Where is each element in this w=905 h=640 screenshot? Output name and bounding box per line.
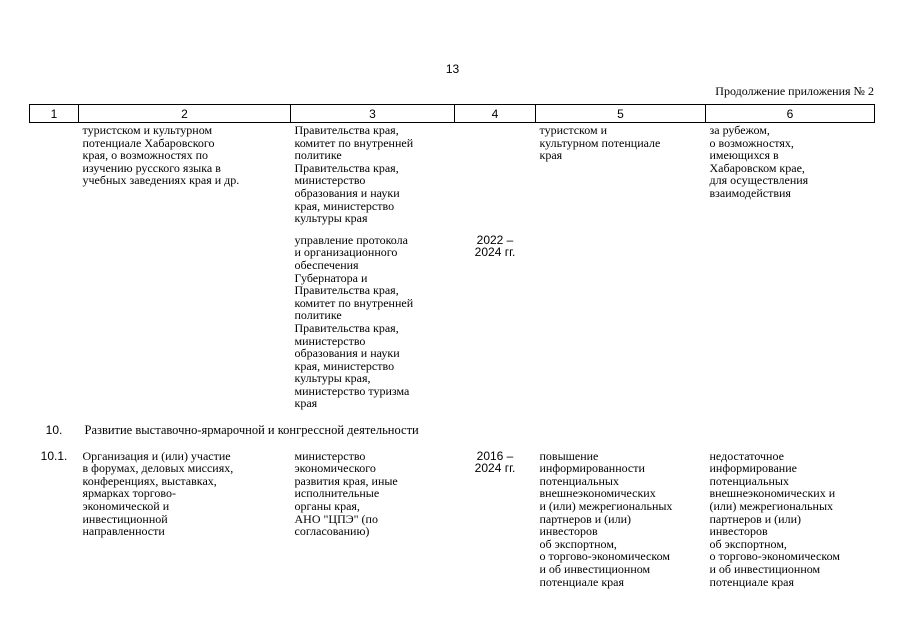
page-number: 13	[445, 62, 460, 76]
section-row	[30, 410, 875, 437]
table-row	[30, 123, 875, 225]
column-number-5: 5	[536, 105, 706, 123]
appendix-table	[29, 104, 875, 588]
row-number	[30, 225, 79, 410]
column-number-3: 3	[291, 105, 455, 123]
measure-cell: Организация и (или) участие в форумах, деловых миссиях, конференциях, выставках, ярмарках торгово- экономической и инвестиционной направленности	[82, 448, 234, 539]
table-row	[30, 225, 875, 410]
column-number-2: 2	[79, 105, 291, 123]
result-cell: повышение информированности потенциальных внешнеэкономических и (или) межрегиональных партнеров и (или) инвесторов об экспортном, о торгово-экономическом и об инвестиционном потенциале края	[539, 448, 673, 589]
risks-cell: за рубежом, о возможностях, имеющихся в Хабаровском крае, для осуществления взаимодействия	[709, 123, 809, 200]
period-cell	[455, 123, 536, 225]
executors-cell: управление протокола и организационного обеспечения Губернатора и Правительства края, комитет по внутренней политике Правительства края, министерство образования и науки края, министерство культуры края, министерство туризма края	[294, 232, 414, 411]
appendix-continuation-note: Продолжение приложения № 2	[715, 84, 874, 98]
executors-cell: министерство экономического развития края, иные исполнительные органы края, АНО "ЦПЭ" (по согласованию)	[294, 448, 398, 539]
item-number: 10.1.	[40, 448, 68, 463]
measure-cell	[79, 225, 291, 410]
period-cell: 2016 – 2024 гг.	[474, 448, 516, 476]
risks-cell: недостаточное информирование потенциальных внешнеэкономических и (или) межрегиональных партнеров и (или) инвесторов об экспортном, о торгово-экономическом и об инвестиционном потенциале края	[709, 448, 840, 589]
column-numbers-row	[30, 105, 875, 123]
result-cell: туристском и культурном потенциале края	[539, 123, 661, 163]
risks-cell	[706, 225, 875, 410]
executors-cell: Правительства края, комитет по внутренней политике Правительства края, министерство образования и науки края, министерство культуры края	[294, 123, 414, 226]
result-cell	[536, 225, 706, 410]
period-cell: 2022 – 2024 гг.	[474, 232, 516, 260]
table-row	[30, 437, 875, 589]
column-number-6: 6	[706, 105, 875, 123]
row-number	[30, 123, 79, 225]
measure-cell: туристском и культурном потенциале Хабаровского края, о возможностях по изучению русского языка в учебных заведениях края и др.	[82, 123, 240, 188]
section-title: Развитие выставочно-ярмарочной и конгрессной деятельности	[84, 423, 419, 438]
column-number-1: 1	[30, 105, 79, 123]
column-number-4: 4	[455, 105, 536, 123]
section-number: 10.	[45, 423, 63, 438]
